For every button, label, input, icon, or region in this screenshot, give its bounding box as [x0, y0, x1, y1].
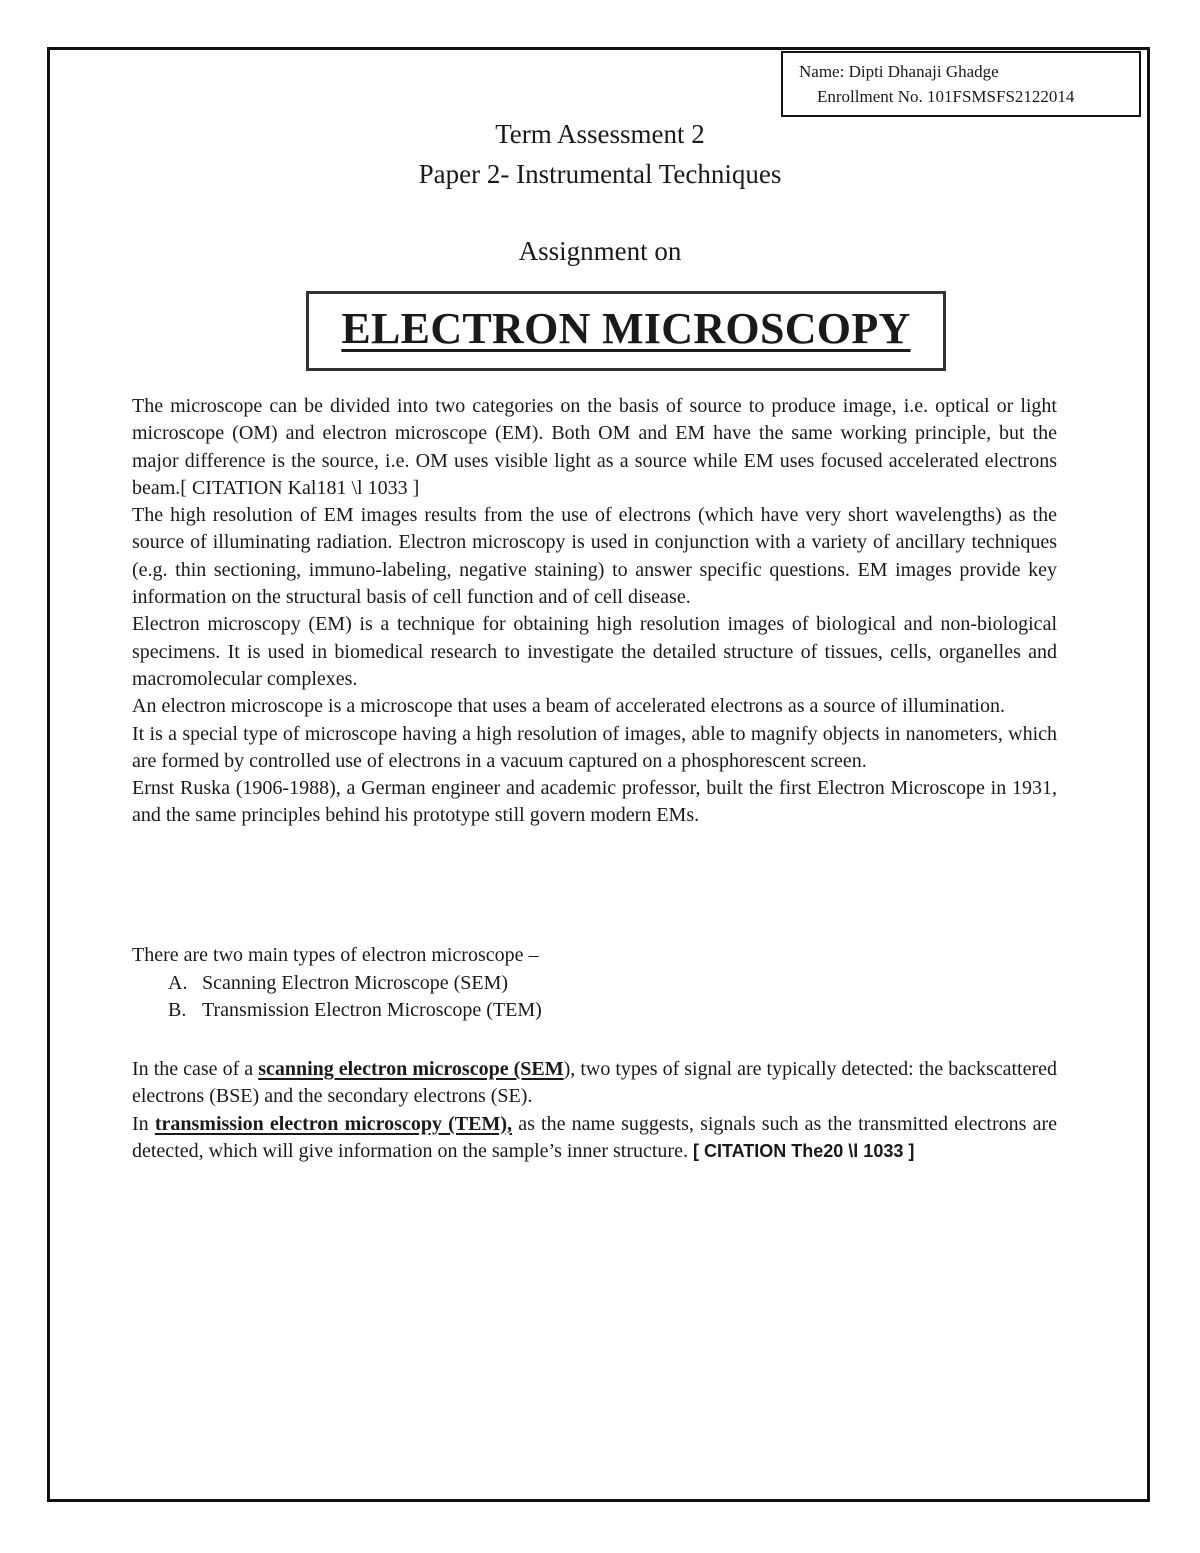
tem-suffix: as the name suggests, signals such as the transmitted electrons are detected, which will give information on the sample’s inner structure.: [132, 1112, 1057, 1162]
tem-paragraph: [132, 1111, 1057, 1166]
paragraph: It is a special type of microscope having a high resolution of images, able to magnify objects in nanometers, which are formed by controlled use of electrons in a vacuum captured on a phosphorescent screen.: [132, 722, 1057, 772]
sem-suffix: ), two types of signal are typically detected: the backscattered electrons (BSE) and the secondary electrons (SE).: [132, 1058, 1058, 1108]
list-marker: A.: [168, 972, 188, 994]
list-item-label: Scanning Electron Microscope (SEM): [202, 972, 509, 994]
sem-term: scanning electron microscope (SEM: [258, 1058, 564, 1080]
paragraph: Electron microscopy (EM) is a technique for obtaining high resolution images of biological and non-biological specimens. It is used in biomedical research to investigate the detailed structure of tissues, cells, organelles and macromolecular complexes.: [132, 613, 1057, 690]
tem-citation: [ CITATION The20 \l 1033 ]: [692, 1140, 915, 1161]
student-name: Name: Dipti Dhanaji Ghadge: [799, 62, 999, 81]
list-marker: B.: [168, 999, 187, 1022]
list-item: [168, 970, 542, 997]
sem-tem-section: [132, 1056, 1057, 1165]
title-box: [306, 291, 946, 371]
student-info-box: [781, 51, 1141, 117]
sem-prefix: In the case of a: [132, 1058, 259, 1080]
term-assessment-heading: Term Assessment 2: [495, 119, 705, 149]
tem-prefix: In: [132, 1112, 155, 1135]
paragraph: The high resolution of EM images results from the use of electrons (which have very short wavelengths) as the source of illuminating radiation. Electron microscopy is used in conjunction with a variety of ancillary techniques (e.g. thin sectioning, immuno-labeling, negative staining) to answer specific questions. EM images provide key information on the structural basis of cell function and of cell disease.: [132, 504, 1057, 609]
enrollment-number: Enrollment No. 101FSMSFS2122014: [817, 87, 1075, 106]
list-item: [168, 997, 542, 1024]
paper-heading: Paper 2- Instrumental Techniques: [418, 159, 782, 189]
paragraph: The microscope can be divided into two categories on the basis of source to produce image, i.e. optical or light microscope (OM) and electron microscope (EM). Both OM and EM have the same working principle, but the major difference is the source, i.e. OM uses visible light as a source while EM uses focused accelerated electrons beam.[ CITATION Kal181 \l 1033 ]: [132, 395, 1057, 499]
list-item-label: Transmission Electron Microscope (TEM): [202, 999, 542, 1022]
body-text: [132, 393, 1057, 830]
types-list: [168, 970, 542, 1025]
paragraph: Ernst Ruska (1906-1988), a German engineer and academic professor, built the first Electron Microscope in 1931, and the same principles behind his prototype still govern modern EMs.: [132, 777, 1057, 827]
document-title: ELECTRON MICROSCOPY: [341, 304, 911, 353]
paragraph: An electron microscope is a microscope that uses a beam of accelerated electrons as a source of illumination.: [132, 695, 1005, 718]
tem-term: transmission electron microscopy (TEM),: [154, 1112, 513, 1135]
assignment-heading: Assignment on: [518, 236, 682, 266]
types-intro: There are two main types of electron microscope –: [132, 944, 539, 966]
sem-paragraph: [132, 1056, 1057, 1111]
